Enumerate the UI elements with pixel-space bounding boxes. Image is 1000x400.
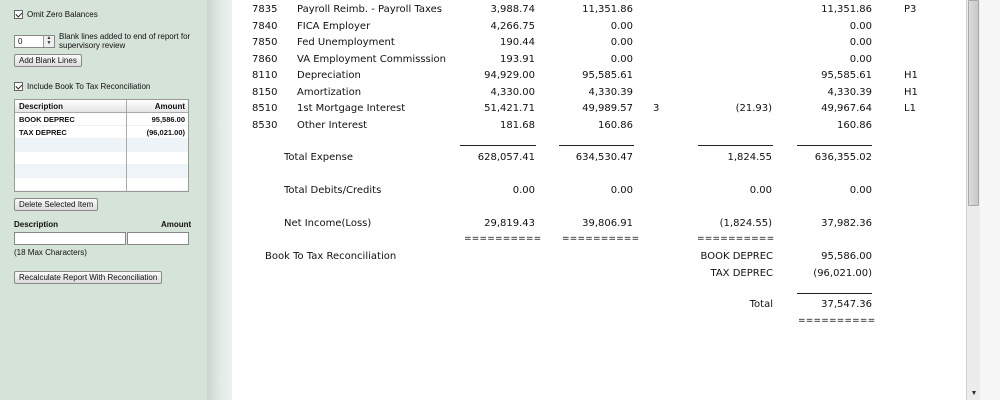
blank-lines-value[interactable]: 0 — [18, 37, 23, 46]
reconciliation-item-value: (96,021.00) — [813, 267, 872, 279]
amount-adjusted: 11,351.86 — [821, 4, 872, 15]
panel-separator — [207, 0, 232, 400]
amount-prior: 94,929.00 — [484, 70, 535, 81]
account-code: 7835 — [252, 4, 278, 15]
window-edge — [980, 0, 1000, 400]
reconciliation-item-label: BOOK DEPREC — [700, 251, 773, 262]
reconciliation-title: Book To Tax Reconciliation — [265, 251, 397, 262]
account-code: 8150 — [252, 86, 278, 98]
account-name: Fed Unemployment — [297, 37, 395, 48]
total-current: 634,530.47 — [575, 152, 633, 163]
total-rule — [559, 145, 634, 146]
total-prior: 29,819.43 — [484, 218, 535, 229]
total-adjusted: 0.00 — [849, 185, 872, 196]
reconciliation-grid[interactable] — [14, 99, 189, 192]
account-name: 1st Mortgage Interest — [297, 103, 406, 114]
reconciliation-item-label: TAX DEPREC — [710, 267, 773, 279]
account-name: Depreciation — [297, 70, 361, 81]
grid-row[interactable] — [15, 126, 188, 139]
grid-row-description: BOOK DEPREC — [19, 115, 75, 124]
grid-row-description: TAX DEPREC — [19, 128, 67, 137]
double-underline: ========== — [562, 234, 640, 244]
adjustment-amount: (21.93) — [735, 103, 772, 114]
delete-selected-item-button[interactable]: Delete Selected Item — [14, 198, 98, 211]
total-adjusted: 37,982.36 — [821, 218, 872, 229]
total-label: Total Debits/Credits — [284, 185, 382, 196]
total-rule — [460, 145, 536, 146]
amount-prior: 4,330.00 — [490, 86, 535, 98]
account-code: 7840 — [252, 20, 278, 32]
max-characters-note: (18 Max Characters) — [14, 248, 87, 257]
report-page — [232, 0, 966, 400]
grid-header-amount[interactable]: Amount — [154, 102, 185, 111]
double-underline: ========== — [697, 234, 775, 244]
amount-adjusted: 4,330.39 — [827, 86, 872, 98]
total-adjustment: (1,824.55) — [719, 218, 772, 229]
scrollbar-thumb[interactable] — [968, 0, 979, 206]
tax-line-tag: L1 — [904, 103, 916, 114]
amount-label: Amount — [161, 220, 192, 229]
omit-zero-balances-label: Omit Zero Balances — [27, 10, 98, 19]
tax-line-tag: P3 — [904, 4, 917, 15]
amount-current: 49,989.57 — [582, 103, 633, 114]
adjustment-ref: 3 — [653, 103, 660, 114]
recalculate-report-button[interactable]: Recalculate Report With Reconciliation — [14, 271, 162, 284]
grid-empty-row[interactable] — [15, 152, 188, 165]
amount-adjusted: 0.00 — [849, 37, 872, 48]
grid-header — [15, 100, 188, 113]
tax-line-tag: H1 — [904, 70, 918, 81]
grid-empty-row[interactable] — [15, 165, 188, 178]
reconciliation-item-value: 95,586.00 — [821, 251, 872, 262]
total-adjusted: 636,355.02 — [814, 152, 872, 163]
amount-prior: 190.44 — [500, 37, 535, 48]
account-name: VA Employment Commisssion — [297, 53, 446, 65]
amount-prior: 4,266.75 — [490, 20, 535, 32]
blank-lines-label: Blank lines added to end of report for supervisory review — [59, 32, 191, 50]
spinner-up-icon[interactable]: ▲ — [46, 35, 52, 41]
amount-adjusted: 160.86 — [837, 119, 872, 131]
grid-empty-row[interactable] — [15, 139, 188, 152]
grid-empty-row[interactable] — [15, 178, 188, 191]
spinner-buttons[interactable] — [43, 36, 54, 47]
amount-prior: 3,988.74 — [490, 4, 535, 15]
description-label: Description — [14, 220, 59, 229]
total-rule — [698, 145, 773, 146]
amount-prior: 181.68 — [500, 119, 535, 131]
total-current: 0.00 — [610, 185, 633, 196]
total-adjustment: 1,824.55 — [727, 152, 772, 163]
description-input[interactable] — [14, 232, 126, 245]
amount-current: 0.00 — [610, 20, 633, 32]
amount-current: 11,351.86 — [582, 4, 633, 15]
amount-adjusted: 49,967.64 — [821, 103, 872, 114]
spinner-down-icon[interactable]: ▼ — [46, 40, 52, 46]
total-label: Net Income(Loss) — [284, 218, 372, 229]
double-underline: ========== — [798, 316, 876, 326]
reconciliation-total-value: 37,547.36 — [821, 299, 872, 310]
amount-adjusted: 95,585.61 — [821, 70, 872, 81]
omit-zero-balances-option[interactable] — [14, 10, 98, 19]
grid-row-amount: 95,586.00 — [151, 115, 185, 124]
amount-current: 0.00 — [610, 37, 633, 48]
total-prior: 0.00 — [512, 185, 535, 196]
account-code: 8530 — [252, 119, 278, 131]
amount-current: 95,585.61 — [582, 70, 633, 81]
double-underline: ========== — [464, 234, 542, 244]
account-name: FICA Employer — [297, 20, 371, 32]
account-code: 7850 — [252, 37, 278, 48]
amount-adjusted: 0.00 — [849, 53, 872, 65]
include-recon-checkbox[interactable] — [14, 82, 23, 91]
amount-prior: 51,421.71 — [484, 103, 535, 114]
omit-zero-balances-checkbox[interactable] — [14, 10, 23, 19]
account-name: Payroll Reimb. - Payroll Taxes — [297, 4, 442, 15]
include-recon-option[interactable] — [14, 82, 150, 91]
grid-header-description[interactable]: Description — [19, 102, 64, 111]
vertical-scrollbar[interactable] — [966, 0, 981, 400]
tax-line-tag: H1 — [904, 86, 918, 98]
grid-row-amount: (96,021.00) — [146, 128, 185, 137]
report-options-panel — [0, 0, 207, 400]
add-blank-lines-button[interactable]: Add Blank Lines — [14, 54, 82, 67]
total-prior: 628,057.41 — [477, 152, 535, 163]
amount-current: 160.86 — [598, 119, 633, 131]
amount-current: 0.00 — [610, 53, 633, 65]
amount-current: 4,330.39 — [588, 86, 633, 98]
total-adjustment: 0.00 — [749, 185, 772, 196]
include-recon-label: Include Book To Tax Reconciliation — [27, 82, 151, 91]
account-name: Other Interest — [297, 119, 368, 131]
blank-lines-spinner[interactable] — [14, 35, 55, 48]
total-label: Total Expense — [284, 152, 353, 163]
scroll-down-arrow-icon[interactable]: ▼ — [970, 390, 978, 397]
amount-input[interactable] — [127, 232, 189, 245]
account-name: Amortization — [297, 86, 362, 98]
total-current: 39,806.91 — [582, 218, 633, 229]
grid-column-divider — [126, 100, 127, 191]
account-code: 8510 — [252, 103, 278, 114]
account-code: 8110 — [252, 70, 278, 81]
reconciliation-total-label: Total — [749, 299, 773, 310]
amount-adjusted: 0.00 — [849, 20, 872, 32]
account-code: 7860 — [252, 53, 278, 65]
grid-row[interactable] — [15, 113, 188, 126]
total-rule — [797, 145, 872, 146]
amount-prior: 193.91 — [500, 53, 535, 65]
reconciliation-rule — [797, 293, 872, 294]
